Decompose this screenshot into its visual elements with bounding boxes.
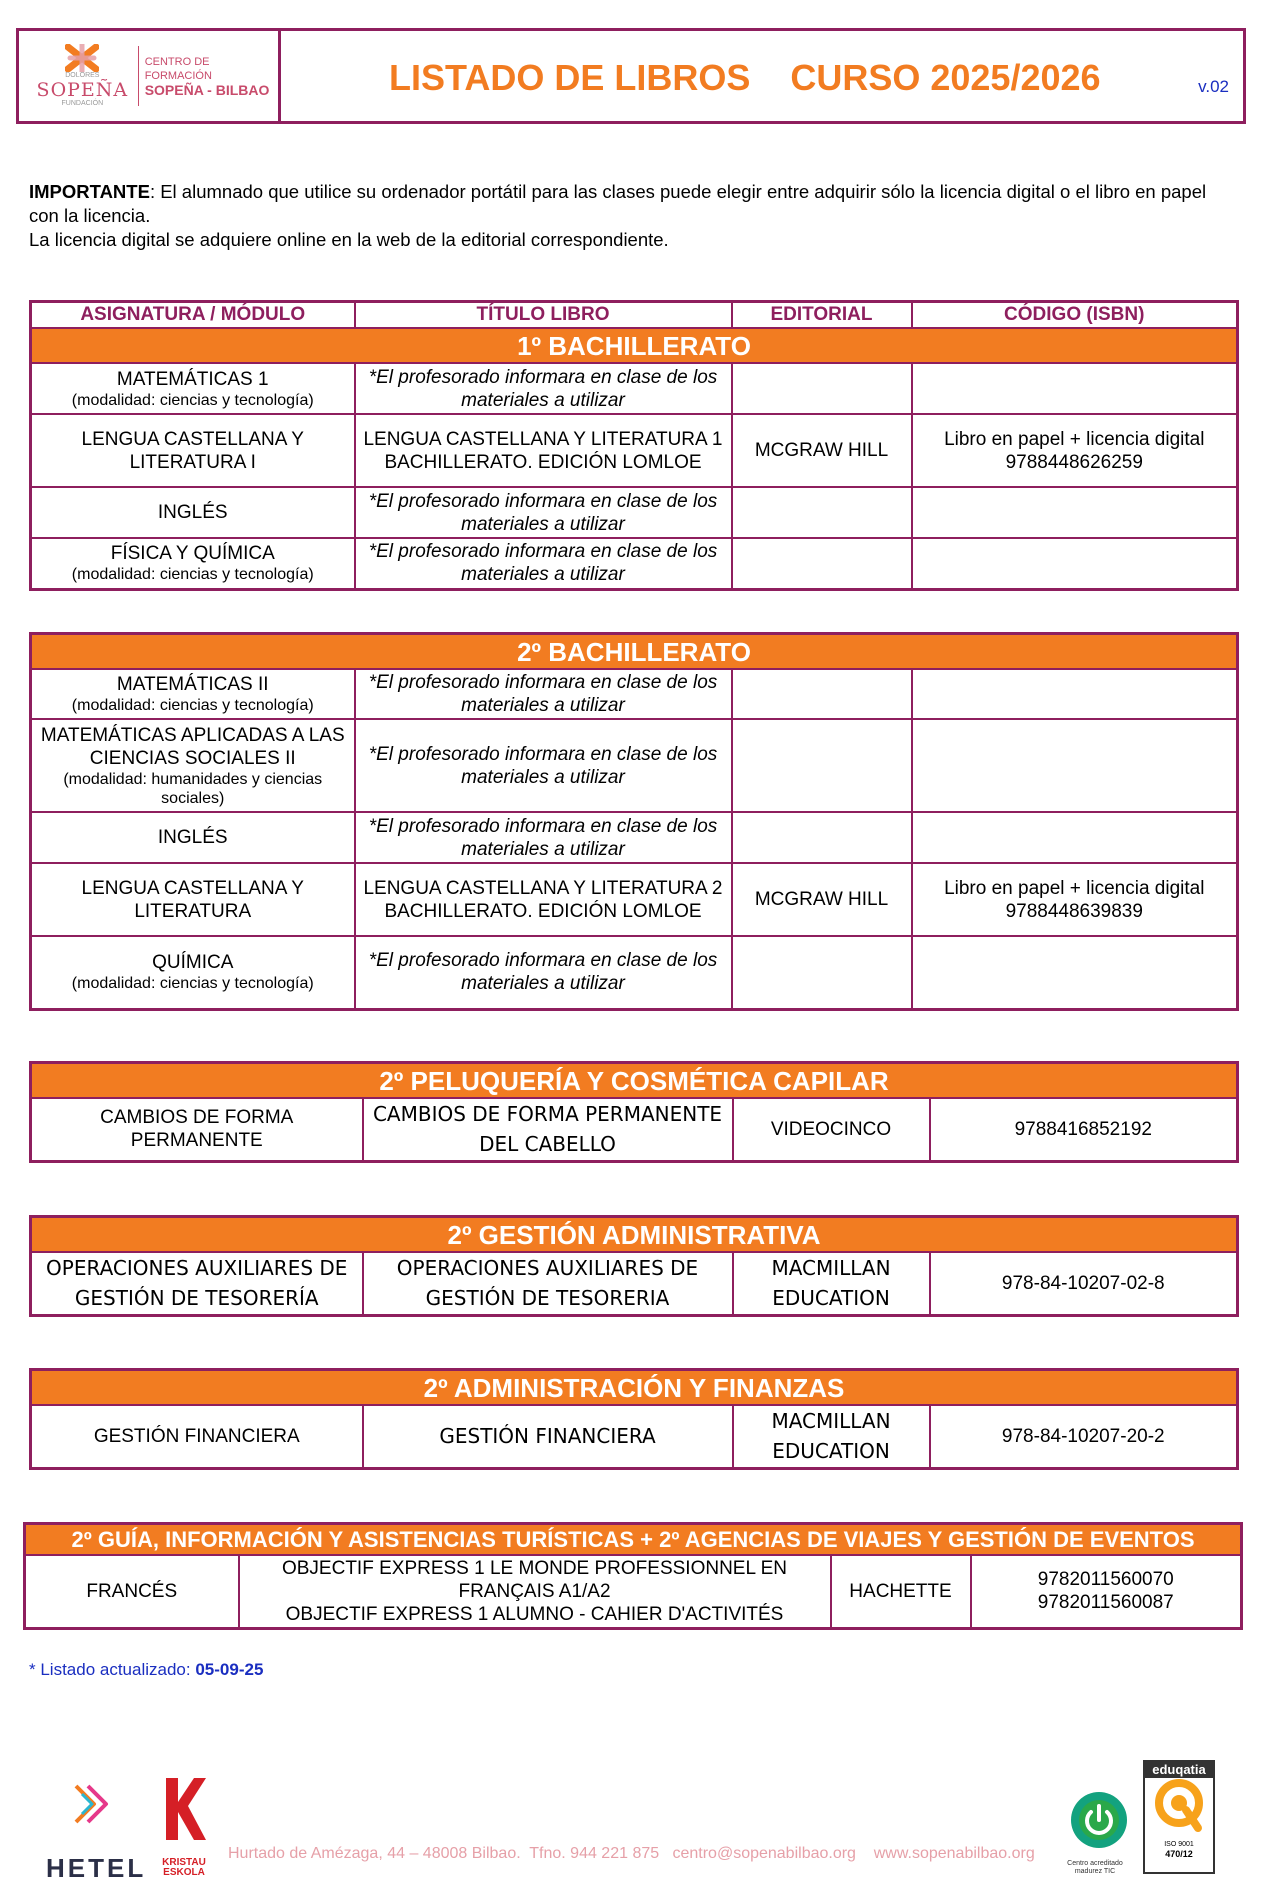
isbn: [912, 363, 1238, 414]
gestion-table: [29, 1215, 1239, 1317]
col-isbn: CÓDIGO (ISBN): [912, 302, 1238, 329]
section-header-finanzas: [31, 1370, 1238, 1406]
updated-label: * Listado actualizado:: [29, 1660, 196, 1679]
publisher: [732, 812, 912, 863]
subject: OPERACIONES AUXILIARES DE GESTIÓN DE TESORERÍA: [31, 1252, 363, 1315]
contact-line: Hurtado de Amézaga, 44 – 48008 Bilbao. Tfno. 944 221 875 centro@sopenabilbao.org www.sopenabilbao.org: [228, 1845, 1035, 1862]
kristau-label: KRISTAU ESKOLA: [162, 1857, 206, 1878]
subject: FRANCÉS: [25, 1555, 239, 1628]
document-header: [16, 28, 1246, 124]
bach2-table: [29, 632, 1239, 1011]
section-header-bach1: [31, 328, 1238, 363]
section-title: 2º BACHILLERATO: [31, 634, 1238, 670]
book-title: *El profesorado informara en clase de los materiales a utilizar: [355, 487, 732, 538]
peluqueria-table: [29, 1061, 1239, 1163]
subject: LENGUA CASTELLANA Y LITERATURA I: [81, 428, 304, 473]
quality-q-icon: [1154, 1778, 1204, 1834]
table-row: [31, 1098, 1238, 1161]
eduqatia-badge: [1143, 1760, 1215, 1874]
finanzas-table: [29, 1368, 1239, 1470]
center-line2: SOPEÑA - BILBAO: [144, 82, 270, 98]
page-title: LISTADO DE LIBROS CURSO 2025/2026: [389, 57, 1101, 98]
table-row: [31, 1252, 1238, 1315]
publisher: MACMILLAN EDUCATION: [733, 1252, 930, 1315]
isbn: [912, 487, 1238, 538]
table-row: [31, 719, 1238, 812]
book-title: *El profesorado informara en clase de los materiales a utilizar: [355, 719, 732, 812]
isbn: Libro en papel + licencia digital 9788448626259: [912, 414, 1238, 487]
subject: LENGUA CASTELLANA Y LITERATURA: [81, 877, 304, 922]
col-publisher: EDITORIAL: [732, 302, 912, 329]
subject-note: (modalidad: ciencias y tecnología): [71, 975, 314, 993]
book-title: CAMBIOS DE FORMA PERMANENTE DEL CABELLO: [363, 1098, 733, 1161]
bach1-table: [29, 300, 1239, 591]
subject-note: (modalidad: ciencias y tecnología): [71, 391, 314, 409]
col-title: TÍTULO LIBRO: [355, 302, 732, 329]
col-subject: ASIGNATURA / MÓDULO: [31, 302, 355, 329]
tic-maturity-icon: [1068, 1784, 1130, 1856]
note-text2: La licencia digital se adquiere online en la web de la editorial correspondiente.: [29, 229, 669, 250]
subject-note: (modalidad: humanidades y ciencias sociales): [63, 770, 323, 807]
book-title: *El profesorado informara en clase de los materiales a utilizar: [355, 669, 732, 719]
table-row: [31, 936, 1238, 1009]
publisher: MCGRAW HILL: [732, 863, 912, 936]
updated-note: [29, 1660, 263, 1680]
subject: CAMBIOS DE FORMA PERMANENTE: [31, 1098, 363, 1161]
section-header-gestion: [31, 1217, 1238, 1253]
important-note: [29, 180, 1239, 252]
publisher: [732, 363, 912, 414]
logo-name: SOPEÑA: [36, 79, 129, 101]
isbn-2: 9782011560087: [1037, 1592, 1174, 1614]
book-title-1: OBJECTIF EXPRESS 1 LE MONDE PROFESSIONNEL EN FRANÇAIS A1/A2: [281, 1557, 788, 1602]
table-row: [31, 363, 1238, 414]
book-title: *El profesorado informara en clase de los materiales a utilizar: [355, 363, 732, 414]
book-title: LENGUA CASTELLANA Y LITERATURA 2 BACHILLERATO. EDICIÓN LOMLOE: [355, 863, 732, 936]
section-title: 1º BACHILLERATO: [31, 328, 1238, 363]
table-row: [31, 487, 1238, 538]
book-title: *El profesorado informara en clase de los materiales a utilizar: [355, 936, 732, 1009]
hetel-label: HETEL: [46, 1853, 147, 1883]
table-row: [31, 669, 1238, 719]
iso-number: 470/12: [1165, 1849, 1193, 1859]
isbn-1: 9782011560070: [1037, 1569, 1174, 1591]
book-title: *El profesorado informara en clase de los materiales a utilizar: [355, 538, 732, 589]
publisher: [732, 936, 912, 1009]
section-title: 2º PELUQUERÍA Y COSMÉTICA CAPILAR: [31, 1063, 1238, 1099]
isbn: 978-84-10207-02-8: [930, 1252, 1238, 1315]
table-row: [31, 538, 1238, 589]
table-row: [31, 863, 1238, 936]
section-header-bach2: [31, 634, 1238, 670]
version-label: v.02: [1198, 77, 1229, 96]
publisher: HACHETTE: [831, 1555, 971, 1628]
book-title-2: OBJECTIF EXPRESS 1 ALUMNO - CAHIER D'ACTIVITÉS: [285, 1603, 784, 1625]
subject: INGLÉS: [157, 827, 228, 848]
iso-label: ISO 9001: [1164, 1841, 1194, 1848]
updated-date: 05-09-25: [195, 1660, 264, 1679]
section-header-turismo: [25, 1524, 1242, 1556]
subject: INGLÉS: [157, 502, 228, 523]
subject: FÍSICA Y QUÍMICA: [110, 543, 275, 565]
isbn: Libro en papel + licencia digital 9788448639839: [912, 863, 1238, 936]
section-title: 2º GESTIÓN ADMINISTRATIVA: [31, 1217, 1238, 1253]
section-header-peluqueria: [31, 1063, 1238, 1099]
page-footer: [0, 1760, 1263, 1881]
isbn: [912, 538, 1238, 589]
isbn: [912, 669, 1238, 719]
logo-top-small: DOLORES: [65, 72, 100, 79]
tic-label: Centro acreditado madurez TIC: [1067, 1860, 1123, 1875]
subject: QUÍMICA: [152, 952, 234, 974]
subject: MATEMÁTICAS 1: [116, 368, 269, 390]
isbn: [912, 936, 1238, 1009]
book-title: LENGUA CASTELLANA Y LITERATURA 1 BACHILLERATO. EDICIÓN LOMLOE: [355, 414, 732, 487]
section-title: 2º GUÍA, INFORMACIÓN Y ASISTENCIAS TURÍSTICAS + 2º AGENCIAS DE VIAJES Y GESTIÓN DE EVENTOS: [25, 1524, 1242, 1556]
isbn: [912, 719, 1238, 812]
hetel-logo-icon: [70, 1780, 118, 1828]
subject: MATEMÁTICAS APLICADAS A LAS CIENCIAS SOCIALES II: [40, 724, 345, 769]
book-title: GESTIÓN FINANCIERA: [363, 1405, 733, 1468]
subject: GESTIÓN FINANCIERA: [31, 1405, 363, 1468]
publisher: [732, 538, 912, 589]
table-row: [31, 812, 1238, 863]
publisher: MCGRAW HILL: [732, 414, 912, 487]
turismo-table: [23, 1522, 1243, 1630]
note-bold: IMPORTANTE: [29, 181, 150, 202]
subject: MATEMÁTICAS II: [116, 674, 269, 695]
book-title: OPERACIONES AUXILIARES DE GESTIÓN DE TESORERIA: [363, 1252, 733, 1315]
publisher: MACMILLAN EDUCATION: [733, 1405, 930, 1468]
isbn: [912, 812, 1238, 863]
column-header-row: [31, 302, 1238, 329]
subject-note: (modalidad: ciencias y tecnología): [71, 697, 314, 714]
logo-bottom-small: FUNDACIÓN: [61, 100, 104, 107]
subject-note: (modalidad: ciencias y tecnología): [71, 566, 314, 584]
table-row: [31, 414, 1238, 487]
note-text: : El alumnado que utilice su ordenador portátil para las clases puede elegir entre adquirir sólo la licencia digital o el libro en papel con la licencia.: [29, 181, 1207, 226]
kristau-eskola-logo-icon: [162, 1776, 208, 1842]
publisher: VIDEOCINCO: [733, 1098, 930, 1161]
book-title: *El profesorado informara en clase de los materiales a utilizar: [355, 812, 732, 863]
table-row: [25, 1555, 1242, 1628]
publisher: [732, 487, 912, 538]
sopena-star-icon: [65, 44, 99, 72]
section-title: 2º ADMINISTRACIÓN Y FINANZAS: [31, 1370, 1238, 1406]
table-row: [31, 1405, 1238, 1468]
center-line1: CENTRO DE FORMACIÓN: [144, 56, 212, 82]
sopena-logo: [19, 31, 281, 121]
publisher: [732, 669, 912, 719]
publisher: [732, 719, 912, 812]
eduqatia-name: eduqatia: [1145, 1762, 1213, 1778]
isbn: 9788416852192: [930, 1098, 1238, 1161]
isbn: 978-84-10207-20-2: [930, 1405, 1238, 1468]
